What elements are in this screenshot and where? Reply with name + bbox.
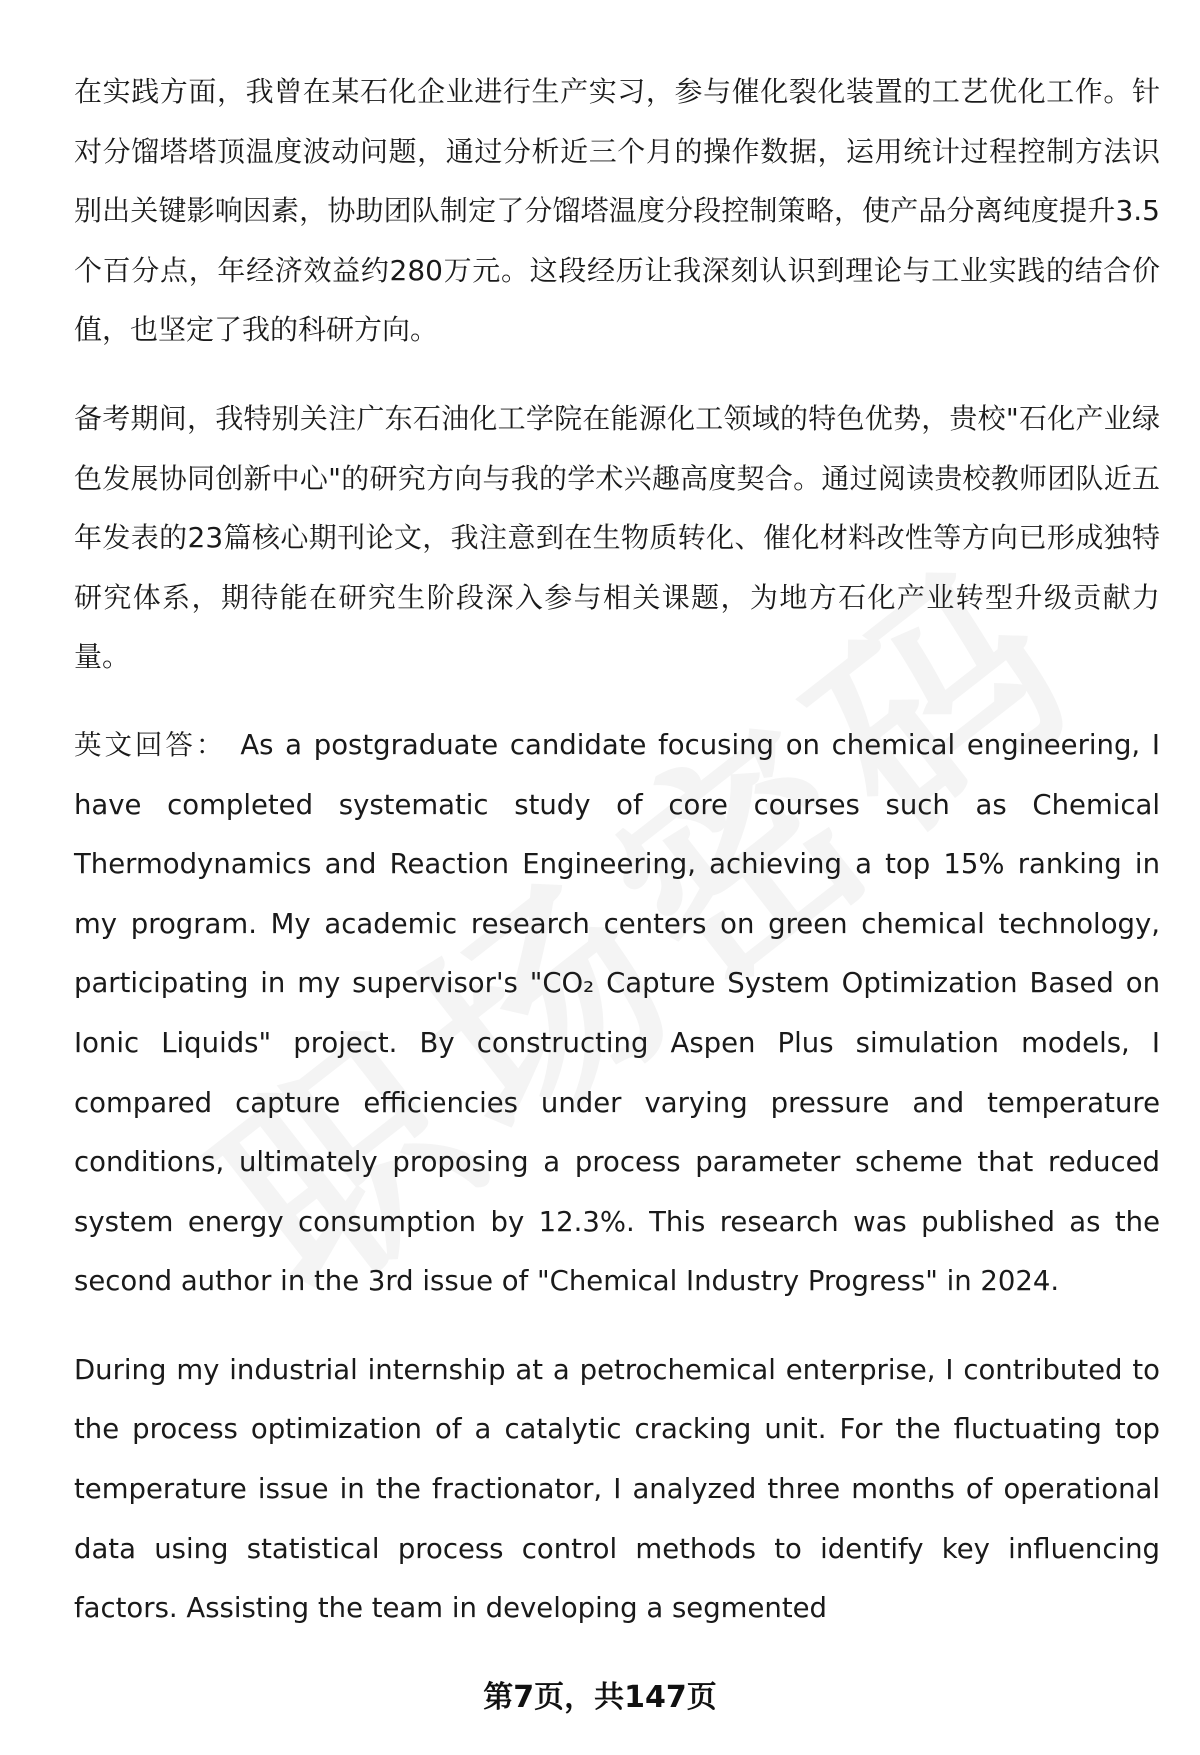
english-answer-text: As a postgraduate candidate focusing on chemical engineering, I have completed systematic study of core courses such as Chemical Thermodynamics and Reaction Engineering, achieving a top 15% ranking in my program. My academic research centers on green chemical technology, participating in my supervisor's "CO₂ Capture System Optimization Based on Ionic Liquids" project. By constructing Aspen Plus simulation models, I compared capture efficiencies under varying pressure and temperature conditions, ultimately proposing a process parameter scheme that reduced system energy consumption by 12.3%. This research was published as the second author in the 3rd issue of "Chemical Industry Progress" in 2024.: [74, 728, 1160, 1298]
paragraph-practice-cn: 在实践方面，我曾在某石化企业进行生产实习，参与催化裂化装置的工艺优化工作。针对分馏塔塔顶温度波动问题，通过分析近三个月的操作数据，运用统计过程控制方法识别出关键影响因素，协助团队制定了分馏塔温度分段控制策略，使产品分离纯度提升3.5个百分点，年经济效益约280万元。这段经历让我深刻认识到理论与工业实践的结合价值，也坚定了我的科研方向。: [74, 75, 1160, 347]
document-body: [74, 62, 1160, 1668]
paragraph-preparation-cn: 备考期间，我特别关注广东石油化工学院在能源化工领域的特色优势，贵校"石化产业绿色发展协同创新中心"的研究方向与我的学术兴趣高度契合。通过阅读贵校教师团队近五年发表的23篇核心期刊论文，我注意到在生物质转化、催化材料改性等方向已形成独特研究体系，期待能在研究生阶段深入参与相关课题，为地方石化产业转型升级贡献力量。: [74, 401, 1160, 674]
paragraph-internship-en: During my industrial internship at a petrochemical enterprise, I contributed to the process optimization of a catalytic cracking unit. For the fluctuating top temperature issue in the fractionator, I analyzed three months of operational data using statistical process control methods to identify key influencing factors. Assisting the team in developing a segmented: [74, 1353, 1160, 1625]
page-number: 第7页，共147页: [483, 1680, 717, 1715]
paragraph-english-answer: [74, 716, 1160, 1312]
english-answer-label: 英文回答：: [74, 728, 227, 761]
